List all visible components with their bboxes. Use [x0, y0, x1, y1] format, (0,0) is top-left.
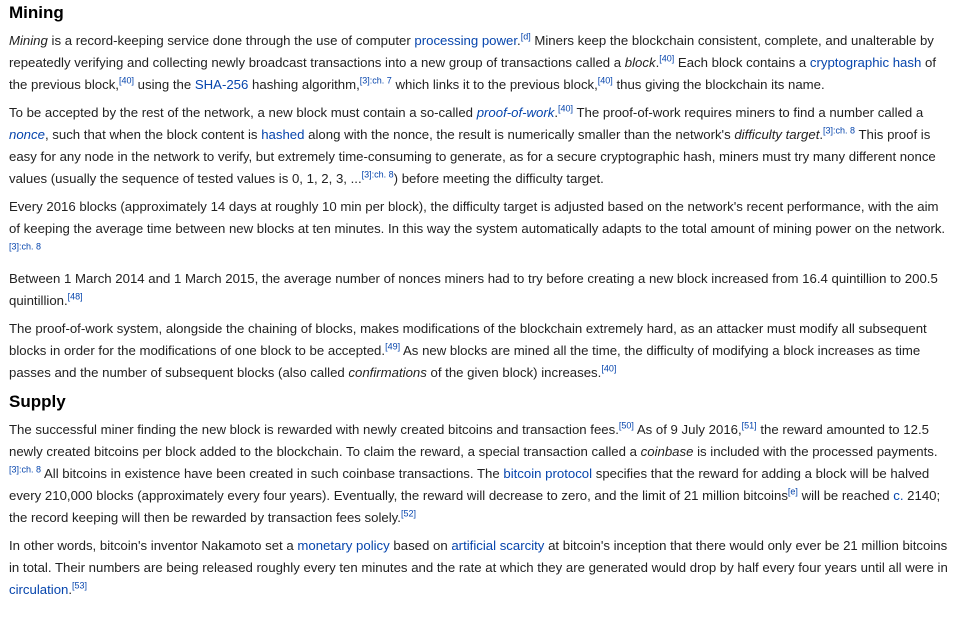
link-nonce[interactable]: nonce: [9, 127, 45, 142]
citation-link[interactable]: [40]: [659, 53, 675, 64]
citation: [68, 292, 83, 302]
term-confirmations: confirmations: [348, 365, 427, 380]
link-bitcoin-protocol[interactable]: bitcoin protocol: [503, 466, 593, 481]
citation-link[interactable]: [40]: [601, 363, 617, 374]
link-hashed[interactable]: hashed: [261, 127, 305, 142]
citation-link[interactable]: [48]: [67, 291, 83, 302]
citation: [72, 581, 87, 591]
link-circulation[interactable]: circulation: [9, 582, 69, 597]
term-coinbase: coinbase: [640, 444, 694, 459]
mining-paragraph-3: Every 2016 blocks (approximately 14 days at roughly 10 min per block), the difficulty target is adjusted based on the network's recent performance, with the aim of keeping the average time between new blocks at ten minutes. In this way the system automatically adapts to the total amount of mining power on the network.$^{[3]:ch. 8}$: [9, 199, 946, 252]
citation-link[interactable]: [3]:ch. 8: [361, 169, 394, 180]
citation: [9, 242, 41, 252]
link-artificial-scarcity[interactable]: artificial scarcity: [451, 538, 545, 553]
citation-link[interactable]: [40]: [597, 75, 613, 86]
section-heading-supply: Supply: [9, 392, 66, 411]
supply-paragraph-1: The successful miner finding the new block is rewarded with newly created bitcoins and transaction fees.[50] As of 9 July 2016,[51] the reward amounted to 12.5 newly created bitcoins per block added to the blockchain. To claim the reward, a special transaction called a coinbase is included with the processed payments.$^{[3]:ch. 8}$ All bitcoins in existence have been created in such coinbase transactions. The bitcoin protocol specifies that the reward for adding a block will be halved every 210,000 blocks (approximately every four years). Eventually, the reward will decrease to zero, and the limit of 21 million bitcoins[e] will be reached c. 2140; the record keeping will then be rewarded by transaction fees solely.[52]: [9, 420, 941, 525]
citation: [385, 342, 400, 352]
citation-link[interactable]: [52]: [400, 508, 416, 519]
citation-link[interactable]: [3]:ch. 8: [9, 241, 42, 252]
citation-link[interactable]: [49]: [385, 341, 401, 352]
link-circa[interactable]: c.: [893, 488, 904, 503]
citation: [601, 364, 616, 374]
supply-paragraph-2: In other words, bitcoin's inventor Nakamoto set a monetary policy based on artificial scarcity at bitcoin's inception that there would only ever be 21 million bitcoins in total. Their numbers are being released roughly every ten minutes and the rate at which they are generated would drop by half every four years until all were in circulation.[53]: [9, 538, 948, 597]
mining-paragraph-4: Between 1 March 2014 and 1 March 2015, the average number of nonces miners had to try before creating a new block increased from 16.4 quintillion to 200.5 quintillion.[48]: [9, 271, 938, 308]
mining-paragraph-2: To be accepted by the rest of the network, a new block must contain a so-called proof-of-work.[40] The proof-of-work requires miners to find a number called a nonce, such that when the block content is hashed along with the nonce, the result is numerically smaller than the network's difficulty target.$^{[3]:ch. 8}$ This proof is easy for any node in the network to verify, but extremely time-consuming to generate, as for a secure cryptographic hash, miners must try many different nonce values (usually the sequence of tested values is 0, 1, 2, 3, ...$^{[3]:ch. 8}$) before meeting the difficulty target.: [9, 103, 936, 186]
link-monetary-policy[interactable]: monetary policy: [297, 538, 390, 553]
citation: [521, 32, 531, 42]
mining-paragraph-1: Mining is a record-keeping service done through the use of computer processing power.[d] Miners keep the blockchain consistent, complete, and unalterable by repeatedly verifying and collecting newly broadcast transactions into a new group of transactions called a block.[40] Each block contains a cryptographic hash of the previous block,[40] using the SHA-256 hashing algorithm,$^{[3]:ch. 7}$ which links it to the previous block,[40] thus giving the blockchain its name.: [9, 31, 936, 92]
citation: [659, 54, 674, 64]
citation-link[interactable]: [53]: [72, 580, 88, 591]
term-block: block: [624, 55, 656, 70]
citation-link[interactable]: [3]:ch. 8: [9, 464, 42, 475]
citation-link[interactable]: [d]: [520, 31, 531, 42]
citation-link[interactable]: [50]: [618, 420, 634, 431]
citation-link[interactable]: [51]: [741, 420, 757, 431]
citation-link[interactable]: [e]: [787, 486, 798, 497]
link-processing-power[interactable]: processing power: [414, 33, 518, 48]
citation-link[interactable]: [3]:ch. 7: [359, 75, 392, 86]
citation-link[interactable]: [3]:ch. 8: [823, 125, 856, 136]
term-difficulty-target: difficulty target: [734, 127, 820, 142]
citation: [598, 76, 613, 86]
citation: [619, 421, 634, 431]
citation: [788, 487, 798, 497]
section-heading-mining: Mining: [9, 3, 64, 22]
link-sha-256[interactable]: SHA-256: [194, 77, 249, 92]
citation: [558, 104, 573, 114]
citation: [742, 421, 757, 431]
citation: [119, 76, 134, 86]
citation-link[interactable]: [40]: [558, 103, 574, 114]
citation: [401, 509, 416, 519]
link-proof-of-work[interactable]: proof-of-work: [476, 105, 555, 120]
citation: [9, 465, 41, 475]
citation: [362, 170, 394, 180]
citation: [823, 126, 855, 136]
term-mining: Mining: [9, 33, 48, 48]
citation-link[interactable]: [40]: [118, 75, 134, 86]
citation: [360, 76, 392, 86]
link-cryptographic-hash[interactable]: cryptographic hash: [809, 55, 922, 70]
mining-paragraph-5: The proof-of-work system, alongside the chaining of blocks, makes modifications of the blockchain extremely hard, as an attacker must modify all subsequent blocks in order for the modifications of one block to be accepted.[49] As new blocks are mined all the time, the difficulty of modifying a block increases as time passes and the number of subsequent blocks (also called confirmations of the given block) increases.[40]: [9, 321, 927, 380]
